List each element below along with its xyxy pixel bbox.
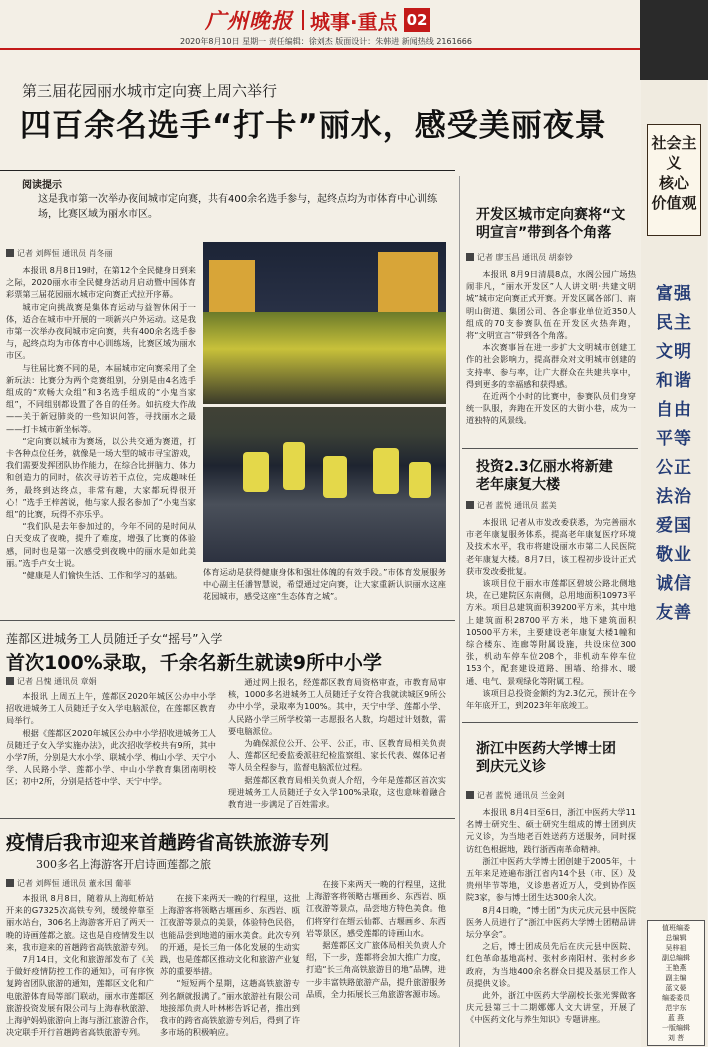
section-rule <box>0 620 455 621</box>
editor-line: 蓝文晏 <box>665 984 687 992</box>
right3-title: 浙江中医药大学博士团到庆元义诊 <box>476 741 616 775</box>
photo-building <box>209 260 255 320</box>
right2-paragraph: 该项目总投资金额约为2.3亿元，预计在今年年底开工，到2023年年底竣工。 <box>466 687 636 711</box>
editor-line: 值班编委 <box>662 924 690 932</box>
core-value: 富强 <box>656 284 692 304</box>
main-kicker: 第三届花园丽水城市定向赛上周六举行 <box>22 82 278 100</box>
article2-paragraph: 通过网上报名，经莲都区教育局资格审查，市教育局审核，1000多名进城务工人员随迁子女符合我就读城区9所公办中小学，录取率为100%。其中，天宁中学、莲都小学、人民路小学三所学校第一志愿报名人数，均超过计划数，需要电脑派位。 <box>228 677 446 736</box>
article3-paragraph: 在接下来两天一晚的行程里，这批上海游客将领略古堰画乡、东西岩、瓯江夜游等景点，品尝地方特色美食。他们将穿行在缙云仙都、古堰画乡、东西岩等景区，感受莲都的诗画山水。 <box>306 879 446 938</box>
right2-body <box>466 516 636 712</box>
article2-byline <box>6 676 97 687</box>
core-value: 敬业 <box>656 545 692 565</box>
article3-paragraph: “短短两个星期，这趟高铁旅游专列名额就报满了。”丽水旅游社有限公司地接部负责人叶林彬告诉记者，推出到我市的跨省高铁旅游专列后，得到了许多市场的积极响应。 <box>160 978 300 1038</box>
main-title: 四百余名选手“打卡”丽水，感受美丽夜景 <box>20 108 607 144</box>
right3-paragraph: 此外，浙江中医药大学副校长张光霁做客庆元县第三十二期娜娜人文大讲堂，开展了《中医药文化与养生知识》专题讲座。 <box>466 990 636 1025</box>
editor-line: 总编辑 <box>665 934 687 942</box>
photo-person <box>409 462 431 498</box>
main-paragraph: “定向赛以城市为赛场，以公共交通为赛道，打卡各种点位任务，就像是一场大型的城市寻宝游戏，我们需要发挥团队协作能力，在综合比拼脑力、体力和创造力的同时，依次寻访若干点位，完成趣味任务，最终到达终点，非常有趣，大家都玩得很开心！”选手王梓茜说，他与家人报名参加了“小鬼当家组”的比赛，玩得不亦乐乎。 <box>6 435 196 520</box>
right2-byline-text: 记者 蓝悦 通讯员 蓝美 <box>477 501 557 510</box>
byline-marker-icon <box>6 249 14 257</box>
editor-line: 一版编辑 <box>662 1024 690 1032</box>
article3-col3 <box>306 878 446 1044</box>
masthead <box>0 0 708 50</box>
editor-line: 编委委员 <box>662 994 690 1002</box>
article2-col2 <box>228 676 446 812</box>
article2-paragraph: 据莲都区教育局相关负责人介绍，今年是莲都区首次实现进城务工人员随迁子女入学100%录取，这也意味着融合教育进一步满足了百姓需求。 <box>228 774 446 810</box>
photo-separator <box>203 404 446 407</box>
main-body <box>6 264 196 584</box>
section-name: 城事·重点 <box>310 10 398 34</box>
values-sidebar <box>641 80 707 1047</box>
section-rule <box>0 818 455 819</box>
photo-crowd <box>203 312 446 404</box>
right1-byline-text: 记者 廖玉昌 通讯员 胡泰钞 <box>477 253 573 262</box>
photo-person <box>373 448 399 494</box>
article2-byline-text: 记者 吕愧 通讯员 章娟 <box>17 677 97 686</box>
right3-paragraph: 浙江中医药大学博士团创建于2005年，十五年来足迹遍布浙江省内14个县（市、区）及贵州毕节等地，义诊患者近万人，受到协作医院3家，参与博士团生达300余人次。 <box>466 855 636 903</box>
photo-caption-text: 体育运动是获得健康身体和强壮体魄的有效手段。”市体育发展服务中心副主任潘智慧说，希望通过定向赛，让大家重新认识丽水这座花园城市，感受这座“生态体育之城”。 <box>203 567 446 602</box>
corner-block <box>640 0 708 80</box>
page-number: 02 <box>404 8 430 32</box>
right1-title: 开发区城市定向赛将“文明宣言”带到各个角落 <box>476 207 626 241</box>
core-value: 公正 <box>656 458 692 478</box>
photo-person <box>283 442 305 490</box>
core-values-list <box>649 280 699 628</box>
core-value: 自由 <box>656 400 692 420</box>
article3-byline <box>6 878 131 889</box>
title-rule <box>0 170 455 171</box>
main-byline-text: 记者 刘辉恒 通讯员 肖冬丽 <box>17 249 113 258</box>
editor-line: 王艳燕 <box>665 964 687 972</box>
core-value: 文明 <box>656 342 692 362</box>
right2-byline <box>466 500 557 511</box>
paper-name: 广州晚报 <box>205 8 293 33</box>
right2-title: 投资2.3亿丽水将新建老年康复大楼 <box>476 459 613 493</box>
core-values-box <box>647 124 701 236</box>
header-rule <box>0 48 640 50</box>
main-paragraph: 城市定向挑战赛是集体育运动与益智休闲于一体，适合在城市中开展的一项新兴户外运动。这是我市第一次举办夜间城市定向赛，共有400余名选手参与，起终点均为市体育中心训练场，比赛区域为丽水市区。 <box>6 301 196 361</box>
article2-paragraph: 本报讯 上周五上午，莲都区2020年城区公办中小学招收进城务工人员随迁子女入学电脑派位，在莲都区教育局举行。 <box>6 691 216 726</box>
byline-marker-icon <box>6 677 14 685</box>
article2-paragraph: 根据《莲都区2020年城区公办中小学招收进城务工人员随迁子女入学实施办法》，此次招收学校共有9所，其中小学7所，分别是大水小学、联城小学、梅山小学、天宁小学、人民路小学、莲都小学、中山小学教育集团南明校区；初中2所，分别是括苍中学、天宁中学。 <box>6 727 216 787</box>
article3-byline-text: 记者 刘辉恒 通讯员 董永国 葡菲 <box>17 879 132 888</box>
section-rule <box>462 448 638 449</box>
core-values-title-line: 价值观 <box>651 194 697 212</box>
byline-marker-icon <box>466 501 474 509</box>
right2-paragraph: 该项目位于丽水市莲都区碧坡公路北侧地块，在已建院区东南侧，总用地面积10973平方米。项目总建筑面积39200平方米，其中地上建筑面积28700平方米，地下建筑面积10500平方米，主要建设老年康复大楼1幢和综合楼东、连廊等附属设施，共设床位300张，机动车停车位208个，非机动车停车位153个，配套建设道路、围墙、给排水、暖通、电气、景观绿化等附属工程。 <box>466 578 636 686</box>
core-value: 爱国 <box>656 516 692 536</box>
article2-paragraph: 为确保派位公开、公平、公正，市、区教育局相关负责人、莲都区纪委监委派驻纪检监察组、家长代表、媒体记者等人员全程参与，监督电脑派位过程。 <box>228 738 446 773</box>
core-values-title-line: 核心 <box>658 174 689 192</box>
main-paragraph: 与往届比赛不同的是，本届城市定向赛采用了全新玩法：比赛分为两个竞赛组别，分别是由4名选手组成的“欢畅大众组”和3名选手组成的“小鬼当家组”，不同组别都设置了各自的任务。如抗疫大作战——关于新冠肺炎的一些知识问答，寻找丽水之最——打卡城市新坐标等。 <box>6 362 196 434</box>
article3-subtitle: 300多名上海游客开启诗画莲都之旅 <box>36 858 211 871</box>
right1-byline <box>466 252 573 263</box>
right3-byline <box>466 790 565 801</box>
editor-line: 范宇东 <box>665 1004 687 1012</box>
core-value: 诚信 <box>656 574 692 594</box>
editor-line: 吴梓祖 <box>665 944 687 952</box>
main-paragraph: 本报讯 8月8日19时，在第12个全民健身日到来之际，2020丽水市全民健身活动月启动暨中国体育彩票第三届花园丽水城市定向赛正式拉开序幕。 <box>6 265 196 300</box>
right3-paragraph: 之后，博士团成员先后在庆元县中医院、红色革命基地高村、张村乡南阳村、张村乡乡政府，为当地400余名群众日提及基层工作人员提供义诊。 <box>466 941 636 988</box>
article3-paragraph: 7月14日，文化和旅游部发布了《关于做好疫情防控工作的通知》，可有序恢复跨省团队旅游的通知，莲都区文化和广电旅游体育局等部门联动，丽水市莲都区旅游投资发展有限公司与上海春秋旅游、上海驴妈妈旅游向上海与浙江旅游合作，决定联手开行首趟跨省高铁旅游专列。 <box>6 954 154 1038</box>
column-divider <box>459 176 460 1047</box>
editor-line: 蓝 燕 <box>667 1014 685 1022</box>
core-values-title-line: 社会主义 <box>651 134 697 172</box>
core-value: 和谐 <box>656 371 692 391</box>
editor-line: 刘 菩 <box>667 1034 685 1042</box>
article3-paragraph: 在接下来两天一晚的行程里，这批上海游客将领略古堰画乡、东西岩、瓯江夜游等景点的美景，体验特色民俗，也能品尝到地道的丽水美食。此次专列的开通，是长三角一体化发展的生动实践，也是莲都区推动文化和旅游产业复苏的重要举措。 <box>160 893 300 977</box>
article3-col2 <box>160 892 300 1044</box>
section-rule <box>462 722 638 723</box>
main-paragraph: “健康是人们愉快生活、工作和学习的基础。 <box>22 570 183 581</box>
right3-paragraph: 8月4日晚，“博士团”为庆元庆元县中医院医务人员进行了“浙江中医药大学博士团精品讲坛分享会”。 <box>466 904 636 940</box>
main-paragraph: “我们队是去年参加过的，今年不同的是时间从白天变成了夜晚，提升了难度，增强了比赛的体验感，同时也是第一次感受到夜晚中的丽水是如此美丽。”选手卢女士说。 <box>6 521 196 568</box>
lead-text: 这是我市第一次举办夜间城市定向赛，共有400余名选手参与，起终点均为市体育中心训练场，比赛区域为丽水市区。 <box>38 194 438 220</box>
core-value: 平等 <box>656 429 692 449</box>
core-value: 法治 <box>656 487 692 507</box>
photo-person <box>243 452 269 492</box>
main-byline <box>6 248 113 259</box>
article3-paragraph: 据莲都区文广旅体局相关负责人介绍，下一步，莲都将会加大推广力度，打造“长三角高铁旅游目的地”品牌，进一步丰富铁路旅游产品，提升旅游服务品质，全力拓展长三角旅游客源市场。 <box>306 940 446 999</box>
byline-marker-icon <box>6 879 14 887</box>
event-photo <box>203 242 446 562</box>
right1-paragraph: 本报讯 8月9日清晨8点，水阁公园广场热闹非凡，“丽水开发区”人人讲文明·共建文明城”城市定向赛正式开赛。开发区属各部门、南明山街道、集团公司、各企事业单位近350人组成的70支参赛队伍在开发区火热奔跑，将“文明宣言”带到各个角落。 <box>466 269 636 341</box>
header-meta: 2020年8月10日 星期一 责任编辑：徐刘杰 版面设计：朱韩进 新闻热线 2161666 <box>180 37 472 46</box>
editor-line: 副总编辑 <box>662 954 690 962</box>
core-value: 友善 <box>656 603 692 623</box>
right1-paragraph: 在近两个小时的比赛中，参赛队员们身穿统一队服，奔跑在开发区的大街小巷，成为一道独特的风景线。 <box>466 391 636 426</box>
article2-title: 首次100%录取，千余名新生就读9所中小学 <box>6 652 382 674</box>
masthead-divider <box>302 10 304 30</box>
article3-paragraph: 本报讯 8月8日，随着从上海虹桥站开来的G7325次高铁专列，缓缓停靠至丽水站台，306名上海游客开启了两天一晚的诗画莲都之旅。这也是自疫情发生以来，我市迎来的首趟跨省高铁旅游专列。 <box>6 893 154 952</box>
article3-col1 <box>6 892 154 1044</box>
right3-byline-text: 记者 蓝悦 通讯员 兰金剑 <box>477 791 565 800</box>
article2-kicker: 莲都区进城务工人员随迁子女“摇号”入学 <box>6 632 223 646</box>
core-value: 民主 <box>656 313 692 333</box>
right3-body <box>466 806 636 1044</box>
right2-paragraph: 本报讯 记者从市发改委获悉，为完善丽水市老年康复服务体系，提高老年康复医疗环境及技术水平，我市将建设丽水市第二人民医院老年康复大楼。8月7日，该工程初步设计正式获市发改委批复。 <box>466 517 636 576</box>
photo-person <box>323 456 347 498</box>
photo-caption <box>203 566 446 614</box>
lead-label: 阅读提示 <box>22 180 62 191</box>
editor-line: 副主编 <box>665 974 687 982</box>
byline-marker-icon <box>466 253 474 261</box>
editor-box <box>647 920 705 1046</box>
byline-marker-icon <box>466 791 474 799</box>
right1-body <box>466 268 636 444</box>
right3-paragraph: 本报讯 8月4日至6日，浙江中医药大学11名博士研究生、硕士研究生组成的博士团到庆元义诊，为当地老百姓送药方送服务，同时探访红色根据地，践行浙西南革命精神。 <box>466 807 636 854</box>
article2-col1 <box>6 690 216 812</box>
right1-paragraph: 本次赛事旨在进一步扩大文明城市创建工作的社会影响力，提高群众对文明城市创建的支持率、参与率，让广大群众在共建共享中，得到更多的幸福感和获得感。 <box>466 342 636 389</box>
article3-title: 疫情后我市迎来首趟跨省高铁旅游专列 <box>6 832 330 854</box>
